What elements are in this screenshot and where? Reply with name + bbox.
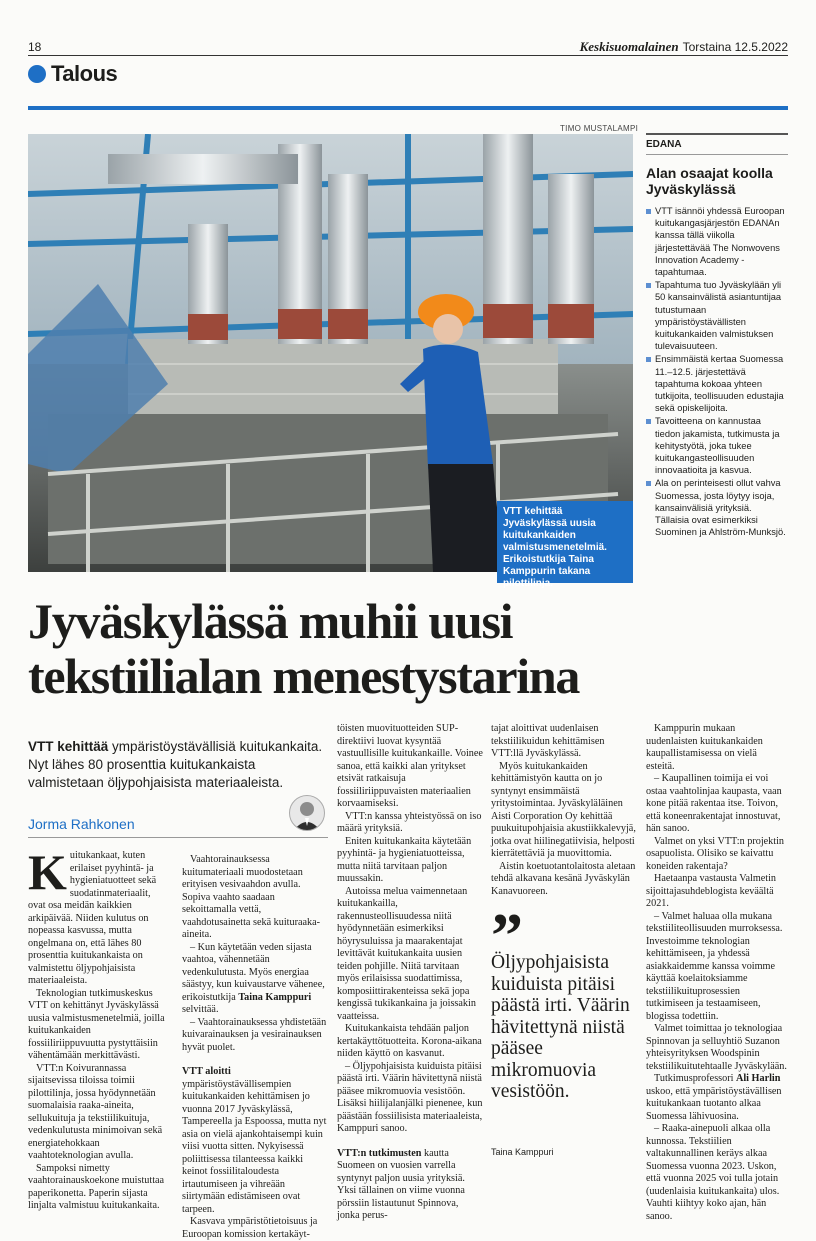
paragraph: Valmet toimittaa jo teknologiaa Spinnovan ja selluyhtiö Suzanon yhteisyrityksen Woodspinin tekstiilikuitutehtaalle Jyväskylään. <box>646 1023 787 1072</box>
sidebar-list-item: Ensimmäistä kertaa Suomessa 11.–12.5. järjestettävä tapahtuma kokoaa yhteen tutkijoita, teollisuuden edustajia sekä opiskelijoita. <box>646 353 788 414</box>
paragraph: – Öljypohjaisista kuiduista pitäisi päästä irti. Väärin hävitettynä niistä pääsee mikromuovia vesistöön. Lisäksi hiilijalanjälki pienenee, kun päästään fossiilisista materiaaleista, Kamppuri sanoo. <box>337 1060 483 1134</box>
sidebar-title: Alan osaajat koolla Jyväskylässä <box>646 165 773 197</box>
paragraph: Valmet on yksi VTT:n projektin osapuolista. Olisiko se kaivattu koneiden rakentaja? <box>646 835 785 872</box>
paragraph-text: uskoo, että ympäristöystävällisen kuitukankaan tuotanto alkaa Suomessa lähivuosina. <box>646 1085 782 1122</box>
paragraph: VTT:n kanssa yhteistyössä on iso määrä yrityksiä. <box>337 810 482 834</box>
paragraph <box>337 1148 483 1223</box>
sidebar-box <box>646 133 788 539</box>
lead-paragraph <box>28 738 328 792</box>
sidebar-list-item: Ala on perinteisesti ollut vahva Suomessa, josta löytyy isoja, kansainvälisiä yrityksiä. Tällaisia ovat esimerkiksi Suominen ja Ahlström-Munksjö. <box>646 477 788 538</box>
subhead-lead: VTT aloitti <box>182 1066 231 1077</box>
quote-icon: ” <box>491 900 523 971</box>
sidebar-list-item: Tapahtuma tuo Jyväskylään yli 50 kansainvälistä asiantuntijaa tutustumaan ympäristöystävällisten kuitukankaiden valmistuksen tulevaisuuteen. <box>646 279 788 352</box>
paragraph <box>182 1066 328 1216</box>
headline-line-1: Jyväskylässä muhii uusi <box>28 593 513 649</box>
paragraph: Sampoksi nimetty vaahtorainauskoekone muistuttaa paperikonetta. Paperin sijasta linjalta valmistuu kuitukankaita. <box>28 1162 165 1211</box>
masthead <box>580 39 788 55</box>
section-title: Talous <box>51 61 118 86</box>
subhead-lead: VTT:n tutkimusten <box>337 1147 422 1159</box>
author-avatar <box>289 795 325 831</box>
paragraph-text: kautta Suomeen on vuosien varrella syntynyt paljon uusia yrityksiä. Yksi tällainen on viime vuonna pörssiin listautunut Spinnova, jonka perus- <box>337 1147 465 1221</box>
paragraph: töisten muovituotteiden SUP-direktiivi luovat kysyntää vastuullisille kuitukankaille. Voinee sanoa, että kaikki alan yritykset etsivät ratkaisuja fossiiliriippuvaisten materiaalien korvaamiseksi. <box>337 723 483 809</box>
photo-credit: TIMO MUSTALAMPI <box>560 124 639 133</box>
section-dot-icon <box>28 65 46 83</box>
lead-text: ympäristöystävällisiä kuitukankaita. Nyt lähes 80 prosenttia kuitukankaista valmistetaan öljypohjaisista materiaaleista. <box>28 739 323 790</box>
paragraph: Autoissa melua vaimennetaan kuitukankailla, rakennusteollisuudessa niitä hyödynnetään esimerkiksi höyrysuluissa ja maarakentajat levittävät kuitukankaita uusien teiden pohjille. Niitä tarvitaan myös erilaisissa suodattimissa, komposiittirakenteissa sekä jopa kengissä tukikankaina ja joissakin vaatteissa. <box>337 885 476 1022</box>
paragraph: Kamppurin mukaan uudenlaisten kuitukankaiden kaupallistamisessa on vielä esteitä. <box>646 723 763 772</box>
headline-line-2: tekstiilialan menestystarina <box>28 648 580 704</box>
paragraph: Haetaanpa vastausta Valmetin sijoittajasuhdeblogista keväältä 2021. <box>646 873 777 909</box>
paragraph: Kasvava ympäristötietoisuus ja Euroopan komission kertakäyt- <box>182 1216 318 1240</box>
paragraph <box>28 844 166 988</box>
paragraph: – Kaupallinen toimija ei voi ostaa vaahtolinjaa kaupasta, vaan kone pitää rakentaa itse. Toivon, että koneenrakentajat innostuvat, hän sanoo. <box>646 773 782 834</box>
article-column-4 <box>491 723 637 898</box>
section-rule <box>28 106 788 110</box>
pull-quote: Öljypohjaisista kuiduista pitäisi päästä irti. Väärin hävitettynä niistä pääsee mikromuovia vesistöön. <box>491 952 630 1102</box>
paragraph: – Valmet haluaa olla mukana tekstiiliteollisuuden murroksessa. Investoimme teknologian kehittämiseen, ja yhdessä asiakkaidemme kanssa voimme käyttää koelaitoksiamme tekstiilikuituprosessien tutkimiseen ja testaamiseen, blogissa todettiin. <box>646 910 783 1022</box>
person-name: Ali Harlin <box>735 1073 781 1084</box>
paragraph: Vaahtorainauksessa kuitumateriaali muodostetaan erityisen vesivaahdon avulla. Sopiva vaahto saadaan sekoittamalla vettä, vaahdotusainetta sekä kuituraaka-aineita. <box>182 854 321 940</box>
paragraph: Aistin koetuotantolaitosta aletaan tehdä alkavana kesänä Jyväskylän Kanavuoreen. <box>491 860 636 897</box>
top-rule <box>28 55 788 56</box>
paragraph <box>182 942 328 1017</box>
paragraph-text: selvittää. <box>182 1004 219 1015</box>
photo-caption: VTT kehittää Jyväskylässä uusia kuitukankaiden valmistusmenetelmiä. Erikoistutkija Taina Kamppurin takana pilottilinja. <box>497 501 633 583</box>
paragraph: – Raaka-ainepuoli alkaa olla kunnossa. Tekstiilien valtakunnallinen keräys alkaa Suomessa vuonna 2023. Uskon, että vuonna 2025 voi tulla jotain (uudenlaisia kuitukankaita) ulos. Vauhti kiihtyy koko ajan, hän sanoo. <box>646 1123 780 1222</box>
paragraph-text: uitukankaat, kuten erilaiset pyyhintä- ja hygieniatuotteet sekä suodatinmateriaalit, ovat osa meidän kaikkien arkipäivää. Niiden kulutus on nopeassa kasvussa, mutta ongelmana on, että lähes 80 prosenttia kuitukankaista on valmistettu öljypohjaisista materiaaleista. <box>28 850 157 986</box>
paragraph: tajat aloittivat uudenlaisen tekstiilikuidun kehittämisen VTT:llä Jyväskylässä. <box>491 723 605 759</box>
paragraph-text: ympäristöystävällisempien kuitukankaiden kehittämisen jo vuonna 2017 Jyväskylässä, Tampereella ja Espoossa, mutta nyt asia on vielä ajankohtaisempi kuin viisi vuotta sitten. Nykyisessä poliittisessa tilanteessa kaikki keinot fossiilitaloudesta irtautumiseen ja vihreään siirtymään edistämiseen ovat tarpeen. <box>182 1078 327 1215</box>
sidebar-list <box>646 205 788 538</box>
paragraph-text: Tutkimusprofessori <box>654 1073 736 1084</box>
article-column-2 <box>182 854 328 1241</box>
paragraph: VTT:n Koivurannassa sijaitsevissa tiloissa toimii pilottilinja, jossa hyödynnetään suomalaisia raaka-aineita, sellukuituja ja tekstiilikuituja, vedenkulutusta minimoivan sekä energiatehokkaan vaahtoteknologian avulla. <box>28 1062 163 1161</box>
spacer <box>337 1136 483 1148</box>
paragraph: Myös kuitukankaiden kehittämistyön kautta on jo syntynyt ensimmäistä yritystoimintaa. Jyväskyläläinen Aisti Corporation Oy kehittää puukuitupohjaisia akustiikkalevyjä, jotka ovat hiilinegatiivisia, helposti kierrätettäviä ja muovittomia. <box>491 760 636 859</box>
sidebar-list-item: Tavoitteena on kannustaa tiedon jakamista, tutkimusta ja kehitystyötä, joka tukee kuitukangasteollisuuden innovaatioita ja kasvua. <box>646 415 788 476</box>
page-number: 18 <box>28 40 42 54</box>
article-column-5 <box>646 723 788 1223</box>
sidebar-list-item: VTT isännöi yhdessä Euroopan kuitukangasjärjestön EDANAn kanssa tällä viikolla järjestettävää The Nonwovens Innovation Academy -tapahtumaa. <box>646 205 788 278</box>
person-name: Taina Kamppuri <box>238 991 312 1003</box>
sidebar-divider <box>646 154 788 155</box>
newspaper-name: Keskisuomalainen <box>579 39 679 54</box>
byline-rule <box>28 837 328 838</box>
article-column-1 <box>28 844 166 1213</box>
paragraph: – Vaahtorainauksessa yhdistetään kuivarainauksen ja vesirainauksen hyvät puolet. <box>182 1016 327 1053</box>
paragraph: Eniten kuitukankaita käytetään pyyhintä- ja hygieniatuotteissa, mutta niitä tarvitaan paljon muussakin. <box>337 835 472 884</box>
sidebar-top-rule <box>646 133 788 135</box>
issue-date: Torstaina 12.5.2022 <box>682 40 788 54</box>
sidebar-label: EDANA <box>646 139 682 150</box>
lead-bold: VTT kehittää <box>28 739 109 754</box>
paragraph: Kuitukankaista tehdään paljon kertakäyttötuotteita. Korona-aikana niiden käyttö on kasvanut. <box>337 1023 482 1059</box>
drop-cap: K <box>28 844 67 900</box>
paragraph <box>646 1073 788 1123</box>
paragraph: Teknologian tutkimuskeskus VTT on kehittänyt Jyväskylässä uusia valmistusmenetelmiä, joilla kuitukankaiden fossiiliriippuvuutta pystyttäisiin vähentämään merkittävästi. <box>28 987 165 1061</box>
author-byline: Jorma Rahkonen <box>28 816 135 832</box>
quote-author: Taina Kamppuri <box>491 1147 554 1157</box>
paragraph-text: – Kun käytetään veden sijasta vaahtoa, vähennetään vedenkulutusta. Myös energiaa säästyy, kun kuivaustarve vähenee, erikoistutkija <box>182 941 325 1003</box>
headline <box>28 594 798 704</box>
article-column-3 <box>337 723 483 1223</box>
spacer <box>182 1054 328 1066</box>
